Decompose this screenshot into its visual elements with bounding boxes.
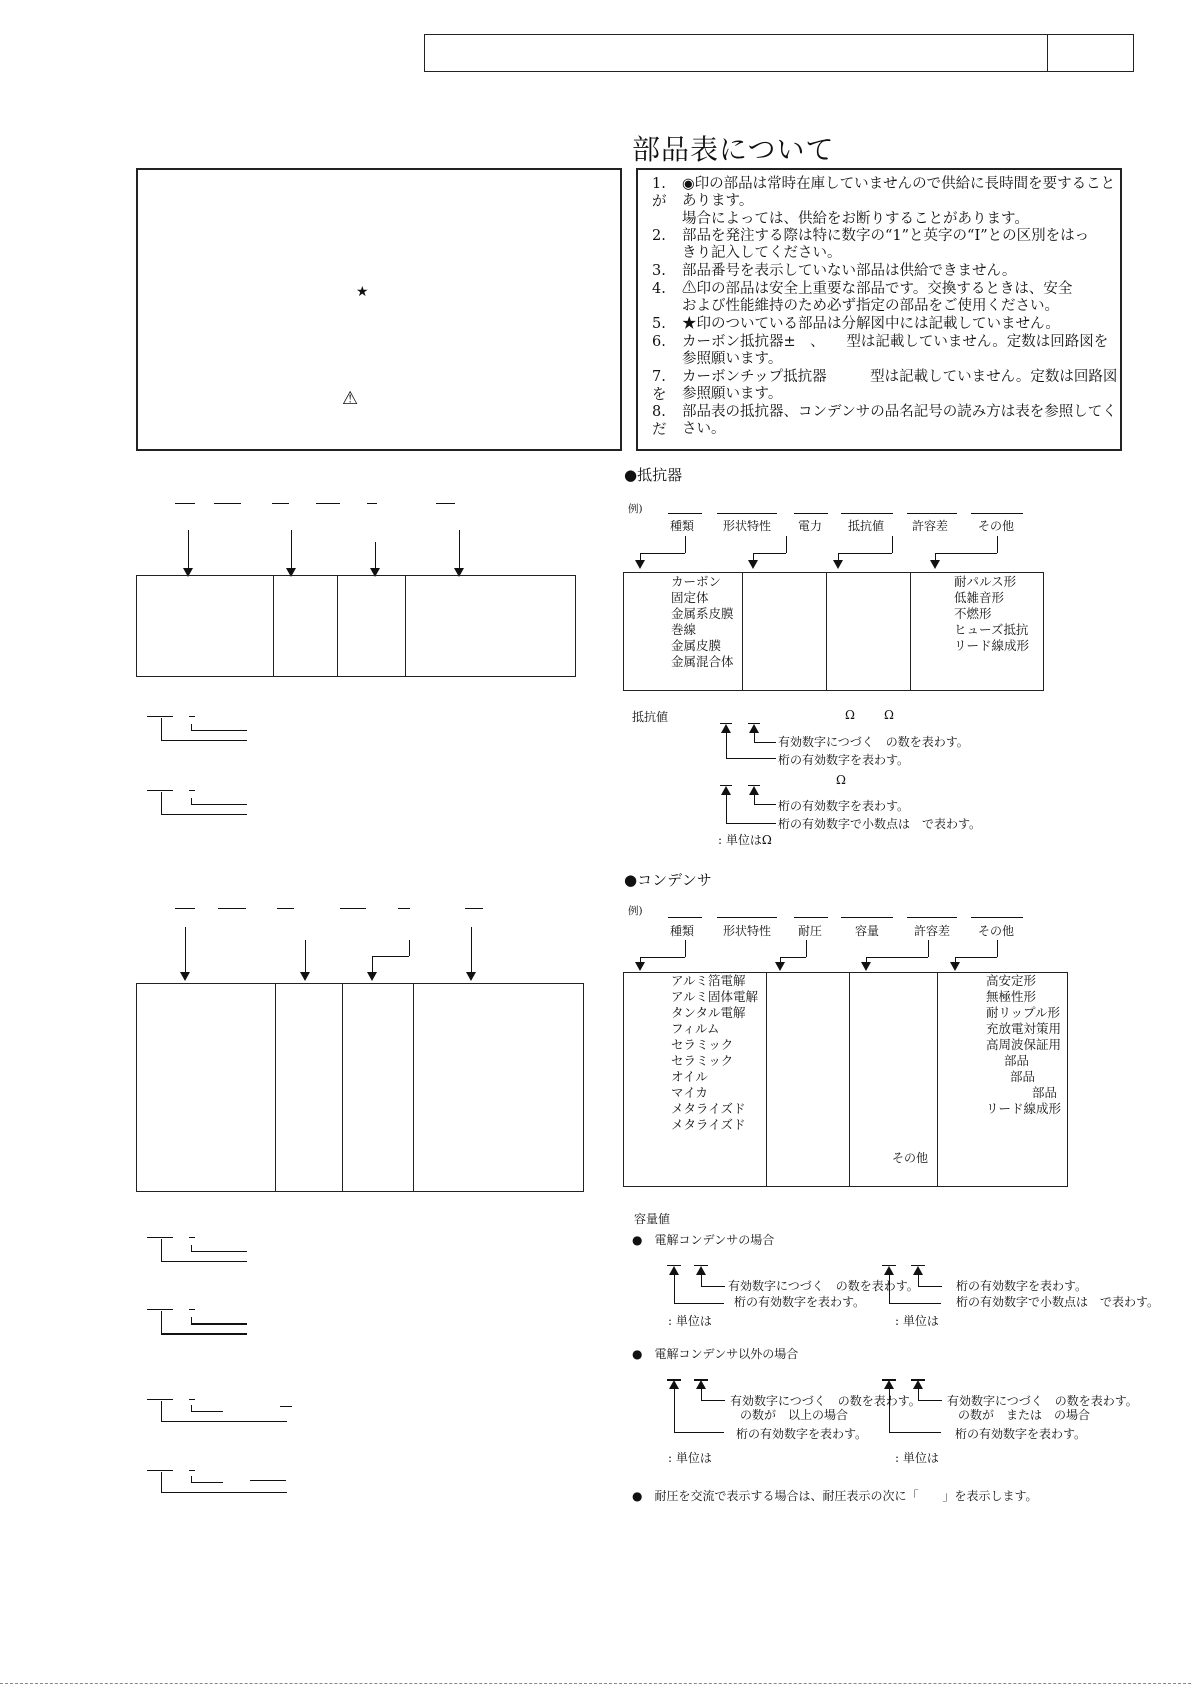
electrolytic-heading: ● 電解コンデンサの場合 [632,1233,775,1247]
warning-icon: ⚠ [342,388,359,409]
electrolytic-unit-2: : 単位は [895,1314,939,1328]
ac-voltage-note: ● 耐圧を交流で表示する場合は、耐圧表示の次に「 」を表示します。 [632,1489,1038,1503]
header-divider [1047,35,1048,71]
capacitor-header-other: その他 [978,924,1015,938]
header-box [424,34,1134,72]
resistor-header-shape: 形状特性 [723,519,772,533]
capacitor-header-shape: 形状特性 [723,924,772,938]
capacitor-header-type: 種類 [670,924,695,938]
notes-box [636,168,1122,451]
resistor-header-tolerance: 許容差 [912,519,949,533]
non-electrolytic-heading: ● 電解コンデンサ以外の場合 [632,1347,799,1361]
note-7: 7. カーボンチップ抵抗器 型は記載していません。定数は回路図を 参照願います。 [652,369,1118,403]
resistor-header-type: 種類 [670,519,695,533]
capacitor-header-tolerance: 許容差 [914,924,951,938]
capacitor-heading: ●コンデンサ [624,871,712,889]
resistance-annotation-2a: 桁の有効数字を表わす。 [778,799,910,813]
capacitor-example-label: 例) [628,905,643,917]
capacitor-table [623,972,1068,1187]
capacitor-header-voltage: 耐圧 [798,924,823,938]
resistance-value-label: 抵抗値 [632,710,669,724]
left-info-box [136,168,622,451]
non-electrolytic-annotation-1a: 有効数字につづく の数を表わす。 [730,1394,921,1408]
capacitor-header-capacity: 容量 [855,924,880,938]
bottom-rule [0,1683,1191,1684]
resistor-header-other: その他 [978,519,1015,533]
resistor-header-power: 電力 [798,519,823,533]
resistor-example-label: 例) [628,503,643,515]
resistor-heading: ●抵抗器 [624,466,683,484]
note-3: 3. 部品番号を表示していない部品は供給できません。 [652,263,1017,279]
resistance-ohm-1: Ω [845,708,855,722]
non-electrolytic-annotation-1c: 桁の有効数字を表わす。 [736,1427,868,1441]
resistance-annotation-2b: 桁の有効数字で小数点は で表わす。 [778,817,982,831]
capacitor-other-list: 高安定形 無極性形 耐リップル形 充放電対策用 高周波保証用 部品 部品 部品 リード線成形 [986,973,1062,1116]
electrolytic-unit-1: : 単位は [668,1314,712,1328]
page-title: 部品表について [632,133,835,166]
resistor-header-resistance: 抵抗値 [848,519,885,533]
note-6: 6. カーボン抵抗器± 、 型は記載していません。定数は回路図を 参照願います。 [652,334,1109,367]
resistance-ohm-2: Ω [884,708,894,722]
electrolytic-annotation-1b: 桁の有効数字を表わす。 [734,1295,866,1309]
non-electrolytic-annotation-1b: の数が 以上の場合 [740,1408,849,1422]
capacitor-tolerance-other: その他 [892,1151,929,1165]
non-electrolytic-annotation-2c: 桁の有効数字を表わす。 [955,1427,1087,1441]
electrolytic-annotation-2b: 桁の有効数字で小数点は で表わす。 [956,1295,1160,1309]
capacitor-type-list: アルミ箔電解 アルミ固体電解 タンタル電解 フィルム セラミック セラミック オイル マイカ メタライズド メタライズド [671,973,759,1132]
electrolytic-annotation-1a: 有効数字につづく の数を表わす。 [728,1279,919,1293]
resistor-type-list: カーボン 固定体 金属系皮膜 巻線 金属皮膜 金属混合体 [671,574,734,669]
resistor-table [623,572,1044,691]
non-electrolytic-unit-1: : 単位は [668,1451,712,1465]
resistor-other-list: 耐パルス形 低雑音形 不燃形 ヒューズ抵抗 リード線成形 [954,574,1030,653]
note-2: 2. 部品を発注する際は特に数字の“1”と英字の“I”との区別をはっ きり記入してください。 [652,228,1090,261]
resistance-annotation-1b: 桁の有効数字を表わす。 [778,753,910,767]
non-electrolytic-annotation-2a: 有効数字につづく の数を表わす。 [947,1394,1138,1408]
non-electrolytic-annotation-2b: の数が または の場合 [958,1408,1091,1422]
note-8: 8. 部品表の抵抗器、コンデンサの品名記号の読み方は表を参照してくだ さい。 [652,404,1117,438]
note-5: 5. ★印のついている部品は分解図中には記載していません。 [652,316,1060,332]
resistance-unit-note: : 単位はΩ [718,833,772,847]
capacity-value-label: 容量値 [634,1212,671,1226]
resistance-annotation-1a: 有効数字につづく の数を表わす。 [778,735,969,749]
electrolytic-annotation-2a: 桁の有効数字を表わす。 [956,1279,1088,1293]
note-1: 1. ◉印の部品は常時在庫していませんので供給に長時間を要することが あります。 場合によっては、供給をお断りすることがあります。 [652,176,1116,227]
non-electrolytic-unit-2: : 単位は [895,1451,939,1465]
note-4: 4. ⚠印の部品は安全上重要な部品です。交換するときは、安全 および性能維持のため必ず指定の部品をご使用ください。 [652,281,1073,314]
star-icon: ★ [356,284,369,300]
resistance-ohm-3: Ω [836,773,846,787]
